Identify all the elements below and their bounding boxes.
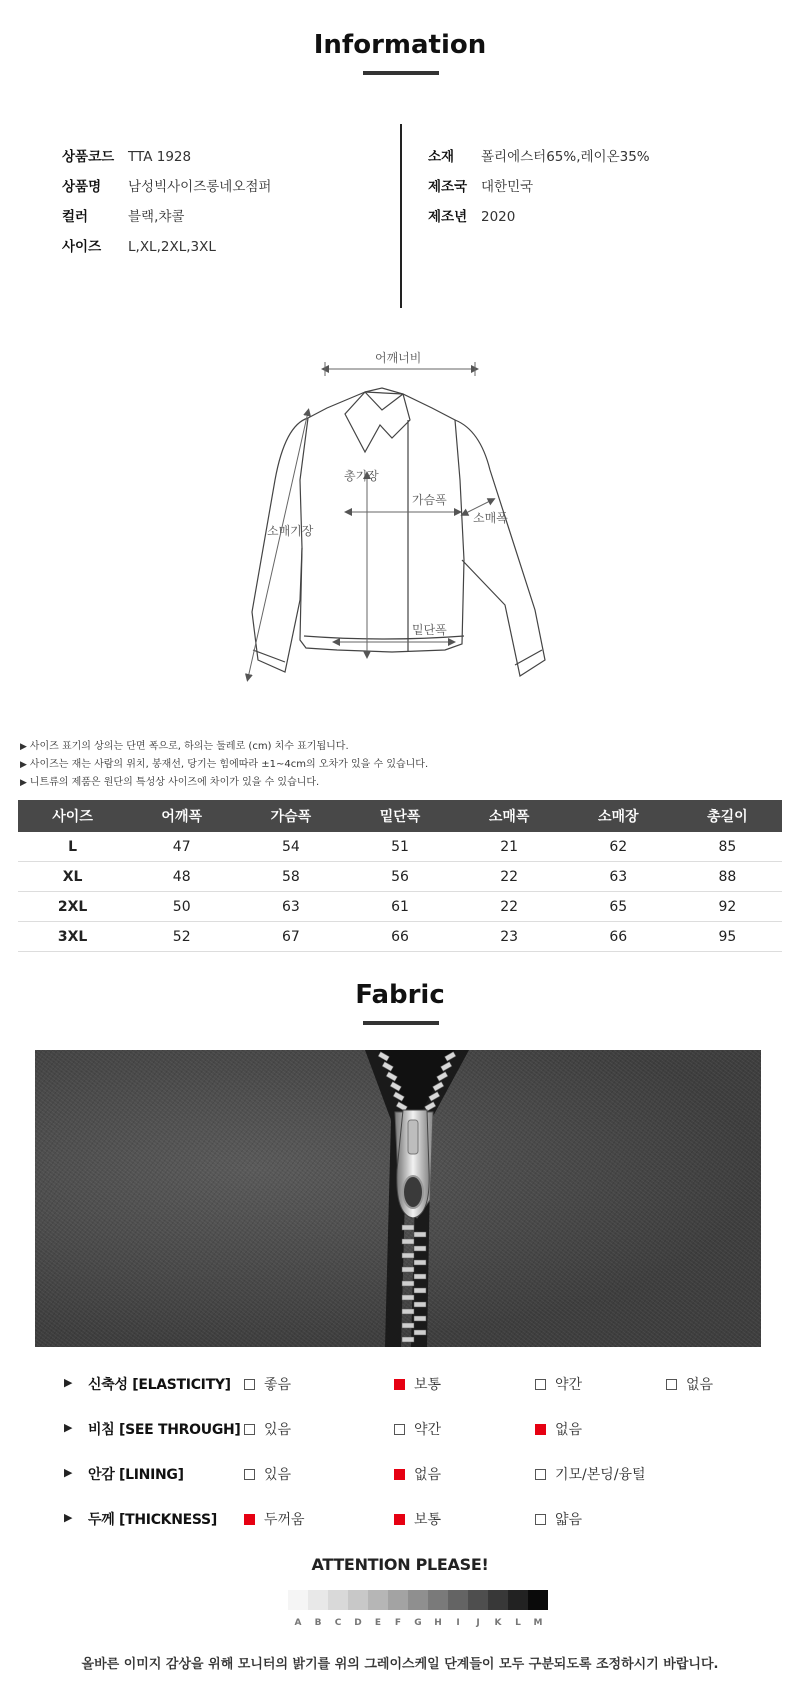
attribute-row-see-through [0,1417,800,1441]
info-divider [400,124,402,308]
grayscale-letter: G [414,1618,422,1628]
size-notes [20,738,428,792]
table-cell: 67 [236,922,345,952]
arrow-bullet-icon: ▶ [64,1421,73,1434]
grayscale-swatch [428,1590,448,1610]
checkbox-checked[interactable] [394,1379,405,1390]
option-normal[interactable] [394,1509,441,1529]
grayscale-swatch [388,1590,408,1610]
info-key: 제조년 [428,209,468,225]
table-cell: 61 [345,892,454,922]
table-cell: 52 [127,922,236,952]
info-key: 상품코드 [62,149,115,165]
option-brushed[interactable] [535,1464,646,1484]
option-label: 두꺼움 [264,1512,305,1528]
table-cell: 47 [127,832,236,862]
table-cell: 92 [673,892,782,922]
attention-title: ATTENTION PLEASE! [311,1555,489,1574]
checkbox[interactable] [535,1514,546,1525]
option-label: 보통 [414,1377,442,1393]
header-cell: 가슴폭 [236,800,345,832]
information-heading: Information [313,30,487,60]
grayscale-swatch [308,1590,328,1610]
table-cell: 22 [455,862,564,892]
option-slight[interactable] [535,1374,582,1394]
label-shoulder: 어깨너비 [375,351,422,365]
table-cell: 2XL [18,892,127,922]
grayscale-swatch [448,1590,468,1610]
grayscale-letter: I [456,1618,460,1628]
grayscale-swatch [508,1590,528,1610]
grayscale-swatch [348,1590,368,1610]
table-cell: 66 [345,922,454,952]
info-key: 제조국 [428,179,468,195]
jacket-size-diagram [230,335,570,685]
table-cell: 58 [236,862,345,892]
attribute-label: 안감 [LINING] [88,1467,184,1483]
size-table [18,800,782,952]
grayscale-letter: K [494,1618,502,1628]
attribute-label: 신축성 [ELASTICITY] [88,1377,231,1393]
option-good[interactable] [244,1374,291,1394]
fabric-closeup-photo [35,1050,761,1347]
table-cell: 63 [564,862,673,892]
checkbox-checked[interactable] [535,1424,546,1435]
attribute-row-thickness [0,1507,800,1531]
table-cell: XL [18,862,127,892]
option-thin[interactable] [535,1509,582,1529]
header-cell: 소매폭 [455,800,564,832]
info-value: 대한민국 [481,179,534,195]
info-row-year [428,205,650,235]
option-label: 없음 [686,1377,714,1393]
checkbox[interactable] [244,1469,255,1480]
grayscale-letter: D [354,1618,362,1628]
option-slight[interactable] [394,1419,441,1439]
table-cell: 65 [564,892,673,922]
grayscale-swatch [528,1590,548,1610]
table-cell: 63 [236,892,345,922]
table-cell: 62 [564,832,673,862]
info-value: 2020 [481,209,516,225]
option-label: 기모/본딩/융털 [555,1467,646,1483]
attribute-row-lining [0,1462,800,1486]
table-cell: 21 [455,832,564,862]
checkbox-checked[interactable] [394,1514,405,1525]
grayscale-letter: F [394,1618,402,1628]
label-hem: 밑단폭 [412,623,447,637]
info-right-column [428,145,650,235]
table-row [18,922,782,952]
info-value: 남성빅사이즈롱네오점퍼 [128,179,272,195]
table-cell: 48 [127,862,236,892]
checkbox[interactable] [666,1379,677,1390]
info-value: 블랙,챠콜 [128,209,185,225]
heading-underline [363,71,439,75]
option-yes[interactable] [244,1419,291,1439]
table-row [18,862,782,892]
info-value: L,XL,2XL,3XL [128,239,216,255]
option-label: 있음 [264,1422,292,1438]
info-row-color [62,205,271,235]
grayscale-letter: B [314,1618,322,1628]
checkbox-checked[interactable] [394,1469,405,1480]
grayscale-letter: A [294,1618,302,1628]
info-key: 상품명 [62,179,102,195]
checkbox[interactable] [535,1469,546,1480]
attention-note: 올바른 이미지 감상을 위해 모니터의 밝기를 위의 그레이스케일 단계들이 모두 구분되도록 조정하시기 바랍니다. [81,1657,719,1672]
checkbox[interactable] [394,1424,405,1435]
attribute-row-elasticity [0,1372,800,1396]
option-thick[interactable] [244,1509,305,1529]
table-cell: 54 [236,832,345,862]
option-label: 얇음 [555,1512,583,1528]
grayscale-letter: E [374,1618,382,1628]
info-key: 컬러 [62,209,89,225]
measure-arrows [248,362,492,678]
checkbox[interactable] [244,1379,255,1390]
header-cell: 소매장 [564,800,673,832]
info-row-country [428,175,650,205]
label-chest: 가슴폭 [412,493,447,507]
heading-underline [363,1021,439,1025]
size-table-header [18,800,782,832]
option-none[interactable] [535,1419,582,1439]
zipper-graphic [35,1050,761,1347]
header-cell: 밑단폭 [345,800,454,832]
table-cell: L [18,832,127,862]
label-sleeve-width: 소매폭 [473,511,508,525]
info-row-size [62,235,271,265]
info-key: 소재 [428,149,455,165]
option-normal[interactable] [394,1374,441,1394]
grayscale-swatch [408,1590,428,1610]
attribute-label: 비침 [SEE THROUGH] [88,1422,241,1438]
note-item: ▶ 사이즈는 재는 사람의 위치, 봉재선, 당기는 힘에따라 ±1~4cm의 오차가 있을 수 있습니다. [20,756,428,774]
grayscale-letter: J [476,1618,480,1628]
table-cell: 56 [345,862,454,892]
grayscale-swatch [468,1590,488,1610]
label-total-length: 총기장 [344,469,379,483]
table-cell: 3XL [18,922,127,952]
label-sleeve-length: 소매기장 [267,524,314,538]
attribute-label: 두께 [THICKNESS] [88,1512,217,1528]
header-cell: 총길이 [673,800,782,832]
info-value: 폴리에스터65%,레이온35% [481,149,650,165]
checkbox[interactable] [244,1424,255,1435]
info-value: TTA 1928 [128,149,192,165]
table-row [18,892,782,922]
info-row-name [62,175,271,205]
option-label: 좋음 [264,1377,292,1393]
option-label: 없음 [555,1422,583,1438]
arrow-bullet-icon: ▶ [64,1511,73,1524]
grayscale-letter: L [515,1618,521,1628]
grayscale-swatch [368,1590,388,1610]
info-row-code [62,145,271,175]
header-cell: 사이즈 [18,800,127,832]
table-cell: 66 [564,922,673,952]
table-cell: 88 [673,862,782,892]
grayscale-letter: C [334,1618,342,1628]
option-label: 약간 [414,1422,442,1438]
note-item: ▶ 사이즈 표기의 상의는 단면 폭으로, 하의는 둘레로 (cm) 치수 표기됩니다. [20,738,428,756]
grayscale-swatch [288,1590,308,1610]
table-cell: 85 [673,832,782,862]
arrow-bullet-icon: ▶ [64,1376,73,1389]
grayscale-letter: H [434,1618,442,1628]
table-cell: 23 [455,922,564,952]
option-none[interactable] [394,1464,441,1484]
note-item: ▶ 니트류의 제품은 원단의 특성상 사이즈에 차이가 있을 수 있습니다. [20,774,428,792]
info-key: 사이즈 [62,239,102,255]
arrow-bullet-icon: ▶ [64,1466,73,1479]
table-row [18,832,782,862]
fabric-heading: Fabric [355,980,445,1010]
checkbox[interactable] [535,1379,546,1390]
grayscale-swatch [488,1590,508,1610]
grayscale-swatch [328,1590,348,1610]
grayscale-letter: M [533,1618,543,1628]
option-label: 약간 [555,1377,583,1393]
option-label: 없음 [414,1467,442,1483]
info-left-column [62,145,271,265]
table-cell: 95 [673,922,782,952]
option-none[interactable] [666,1374,713,1394]
table-cell: 22 [455,892,564,922]
table-cell: 51 [345,832,454,862]
table-cell: 50 [127,892,236,922]
checkbox-checked[interactable] [244,1514,255,1525]
option-label: 보통 [414,1512,442,1528]
header-cell: 어깨폭 [127,800,236,832]
info-row-material [428,145,650,175]
option-yes[interactable] [244,1464,291,1484]
option-label: 있음 [264,1467,292,1483]
